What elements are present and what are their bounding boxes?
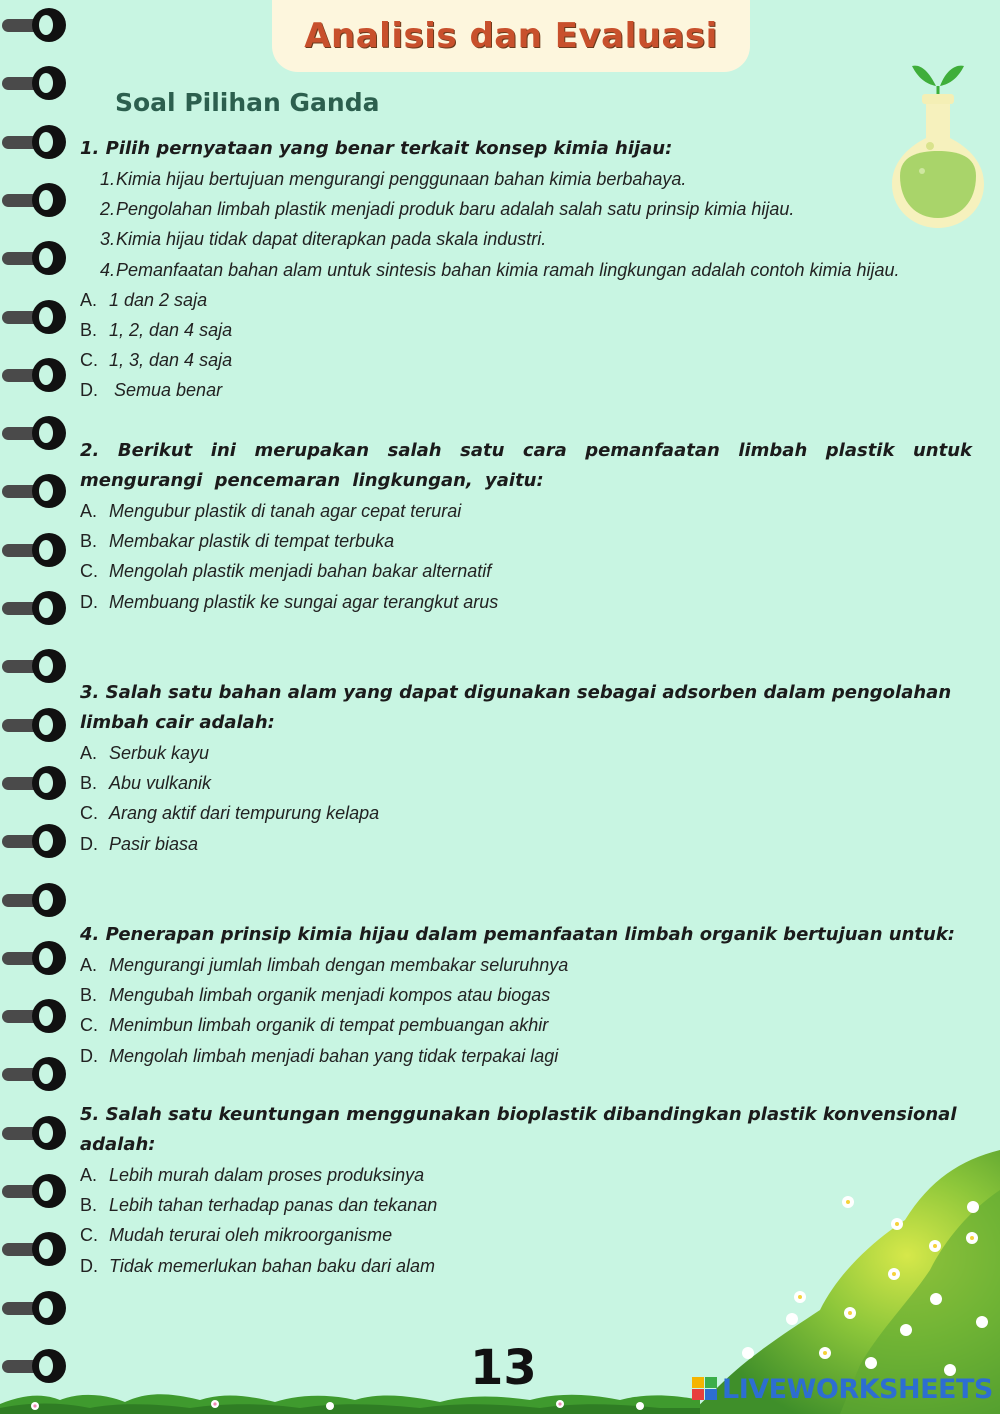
question-text: 1. Pilih pernyataan yang benar terkait konsep kimia hijau: (80, 138, 673, 159)
page-number: 13 (470, 1340, 537, 1396)
liveworksheets-watermark[interactable] (692, 1374, 993, 1404)
spiral-ring-icon (2, 591, 68, 625)
page-title: Analisis dan Evaluasi (304, 16, 718, 56)
option-b[interactable]: B. Mengubah limbah organik menjadi kompos atau biogas (80, 985, 551, 1006)
option-c[interactable]: C. Menimbun limbah organik di tempat pembuangan akhir (80, 1015, 549, 1036)
spiral-ring-icon (2, 766, 68, 800)
liveworksheets-logo-icon (692, 1377, 720, 1401)
option-d[interactable]: D. Membuang plastik ke sungai agar terangkut arus (80, 591, 499, 612)
spiral-ring-icon (2, 824, 68, 858)
spiral-ring-icon (2, 474, 68, 508)
question-1 (80, 134, 972, 406)
option-d[interactable]: D. Mengolah limbah menjadi bahan yang tidak terpakai lagi (80, 1045, 559, 1066)
spiral-binding (0, 0, 70, 1414)
option-list (80, 950, 972, 1071)
question-text: 5. Salah satu keuntungan menggunakan bioplastik dibandingkan plastik konvensional adalah: (80, 1104, 957, 1155)
statement-item: 1.Kimia hijau bertujuan mengurangi penggunaan bahan kimia berbahaya. (100, 169, 687, 189)
question-2 (80, 436, 972, 617)
option-b[interactable]: B. Membakar plastik di tempat terbuka (80, 531, 395, 552)
question-3 (80, 678, 972, 859)
question-text: 4. Penerapan prinsip kimia hijau dalam pemanfaatan limbah organik bertujuan untuk: (80, 924, 956, 945)
spiral-ring-icon (2, 1116, 68, 1150)
spiral-ring-icon (2, 183, 68, 217)
section-title: Soal Pilihan Ganda (115, 88, 380, 117)
title-banner (272, 0, 750, 72)
option-a[interactable]: A. 1 dan 2 saja (80, 289, 208, 310)
option-b[interactable]: B. Abu vulkanik (80, 773, 212, 794)
spiral-ring-icon (2, 358, 68, 392)
spiral-ring-icon (2, 941, 68, 975)
spiral-ring-icon (2, 708, 68, 742)
question-4 (80, 920, 972, 1071)
spiral-ring-icon (2, 66, 68, 100)
spiral-ring-icon (2, 8, 68, 42)
option-d[interactable]: D. Pasir biasa (80, 833, 199, 854)
option-a[interactable]: A. Serbuk kayu (80, 743, 210, 763)
spiral-ring-icon (2, 1057, 68, 1091)
statement-item: 4.Pemanfaatan bahan alam untuk sintesis bahan kimia ramah lingkungan adalah contoh kimia hijau. (100, 259, 900, 280)
option-list (80, 738, 972, 859)
spiral-ring-icon (2, 300, 68, 334)
spiral-ring-icon (2, 533, 68, 567)
option-a[interactable]: A. Mengubur plastik di tanah agar cepat terurai (80, 501, 462, 521)
question-text: 2. Berikut ini merupakan salah satu cara pemanfaatan limbah plastik untuk mengurangi pencemaran lingkungan, yaitu: (80, 440, 972, 491)
option-c[interactable]: C. Mengolah plastik menjadi bahan bakar alternatif (80, 561, 492, 582)
option-b[interactable]: B. 1, 2, dan 4 saja (80, 320, 233, 341)
statement-list (100, 164, 972, 285)
statement-item: 2.Pengolahan limbah plastik menjadi produk baru adalah salah satu prinsip kimia hijau. (100, 199, 795, 220)
spiral-ring-icon (2, 1291, 68, 1325)
option-c[interactable]: C. Arang aktif dari tempurung kelapa (80, 803, 380, 824)
watermark-text: LIVEWORKSHEETS (722, 1373, 993, 1405)
spiral-ring-icon (2, 1232, 68, 1266)
spiral-ring-icon (2, 241, 68, 275)
spiral-ring-icon (2, 416, 68, 450)
option-a[interactable]: A. Lebih murah dalam proses produksinya (80, 1165, 425, 1185)
spiral-ring-icon (2, 883, 68, 917)
option-b[interactable]: B. Lebih tahan terhadap panas dan tekanan (80, 1195, 438, 1216)
statement-item: 3.Kimia hijau tidak dapat diterapkan pada skala industri. (100, 229, 547, 250)
option-list (80, 285, 972, 406)
spiral-ring-icon (2, 999, 68, 1033)
option-d[interactable]: D. Tidak memerlukan bahan baku dari alam (80, 1255, 436, 1276)
spiral-ring-icon (2, 649, 68, 683)
option-c[interactable]: C. Mudah terurai oleh mikroorganisme (80, 1225, 393, 1246)
spiral-ring-icon (2, 1174, 68, 1208)
option-d[interactable]: D. Semua benar (80, 380, 223, 401)
option-c[interactable]: C. 1, 3, dan 4 saja (80, 350, 233, 371)
option-a[interactable]: A. Mengurangi jumlah limbah dengan membakar seluruhnya (80, 955, 569, 975)
spiral-ring-icon (2, 125, 68, 159)
option-list (80, 496, 972, 617)
question-text: 3. Salah satu bahan alam yang dapat digunakan sebagai adsorben dalam pengolahan limbah cair adalah: (80, 682, 952, 733)
